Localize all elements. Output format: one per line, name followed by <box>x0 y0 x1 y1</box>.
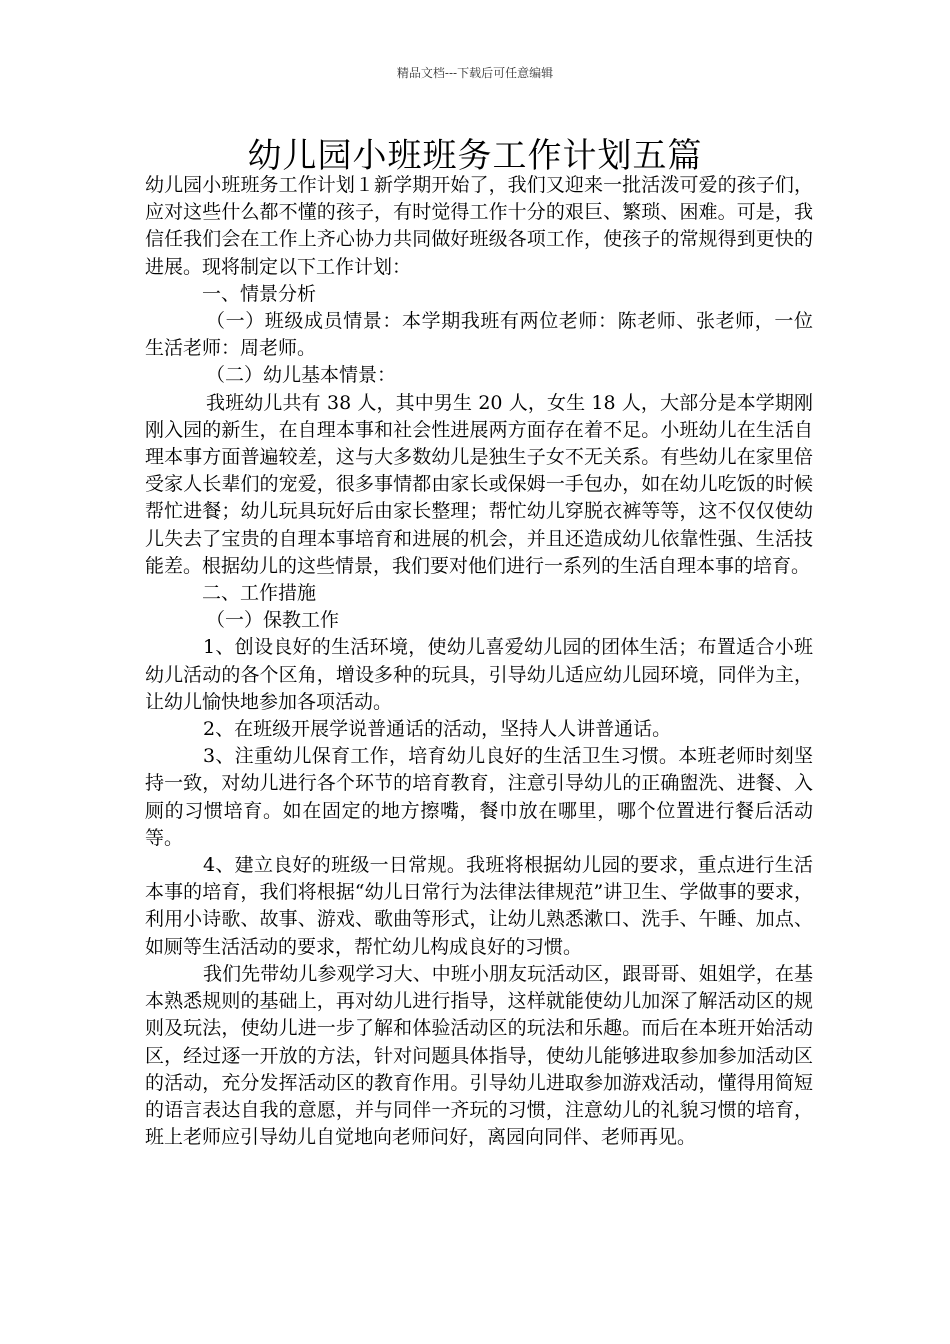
paragraph-measure-1: 1、创设良好的生活环境，使幼儿喜爱幼儿园的团体生活；布置适合小班幼儿活动的各个区角，增设多种的玩具，引导幼儿适应幼儿园环境，同伴为主，让幼儿愉快地参加各项活动。 <box>145 636 813 713</box>
subheading-care-education: （一）保教工作 <box>206 609 340 632</box>
paragraph-children-situation: 我班幼儿共有 38 人，其中男生 20 人，女生 18 人，大部分是本学期刚刚入园的新生，在自理本事和社会性进展两方面存在着不足。小班幼儿在生活自理本事方面普遍较差，这与大多数幼儿是独生子女不无关系。有些幼儿在家里倍受家人长辈们的宠爱，很多事情都由家长或保姆一手包办，如在幼儿吃饭的时候帮忙进餐；幼儿玩具玩好后由家长整理；帮忙幼儿穿脱衣裤等等，这不仅仅使幼儿失去了宝贵的自理本事培育和进展的机会，并且还造成幼儿依靠性强、生活技能差。根据幼儿的这些情景，我们要对他们进行一系列的生活自理本事的培育。 <box>145 391 813 577</box>
paragraph-intro: 幼儿园小班班务工作计划１新学期开始了，我们又迎来一批活泼可爱的孩子们，应对这些什么都不懂的孩子，有时觉得工作十分的艰巨、繁琐、困难。可是，我信任我们会在工作上齐心协力共同做好班级各项工作，使孩子的常规得到更快的进展。现将制定以下工作计划： <box>145 174 813 278</box>
section-heading-situation: 一、情景分析 <box>202 282 317 305</box>
paragraph-class-members: （一）班级成员情景：本学期我班有两位老师：陈老师、张老师，一位生活老师：周老师。 <box>145 310 813 360</box>
subheading-children-basics: （二）幼儿基本情景： <box>206 364 397 387</box>
header-note: 精品文档---下载后可任意编辑 <box>396 66 554 80</box>
paragraph-activity-areas: 我们先带幼儿参观学习大、中班小朋友玩活动区，跟哥哥、姐姐学，在基本熟悉规则的基础上，再对幼儿进行指导，这样就能使幼儿加深了解活动区的规则及玩法，使幼儿进一步了解和体验活动区的玩法和乐趣。而后在本班开始活动区，经过逐一开放的方法，针对问题具体指导，使幼儿能够进取参加参加活动区的活动，充分发挥活动区的教育作用。引导幼儿进取参加游戏活动，懂得用简短的语言表达自我的意愿，并与同伴一齐玩的习惯，注意幼儿的礼貌习惯的培育，班上老师应引导幼儿自觉地向老师问好，离园向同伴、老师再见。 <box>145 962 813 1149</box>
paragraph-measure-2: 2、在班级开展学说普通话的活动，坚持人人讲普通话。 <box>203 718 672 741</box>
document-title: 幼儿园小班班务工作计划五篇 <box>247 136 703 176</box>
paragraph-measure-4: 4、建立良好的班级一日常规。我班将根据幼儿园的要求，重点进行生活本事的培育，我们将根据“幼儿日常行为法律法律规范”讲卫生、学做事的要求，利用小诗歌、故事、游戏、歌曲等形式，让幼儿熟悉漱口、洗手、午睡、加点、如厕等生活活动的要求，帮忙幼儿构成良好的习惯。 <box>145 854 813 958</box>
document-body <box>145 172 813 1151</box>
paragraph-measure-3: 3、注重幼儿保育工作，培育幼儿良好的生活卫生习惯。本班老师时刻坚持一致，对幼儿进行各个环节的培育教育，注意引导幼儿的正确盥洗、进餐、入厕的习惯培育。如在固定的地方擦嘴，餐巾放在哪里，哪个位置进行餐后活动等。 <box>145 745 813 849</box>
section-heading-measures: 二、工作措施 <box>202 582 317 605</box>
